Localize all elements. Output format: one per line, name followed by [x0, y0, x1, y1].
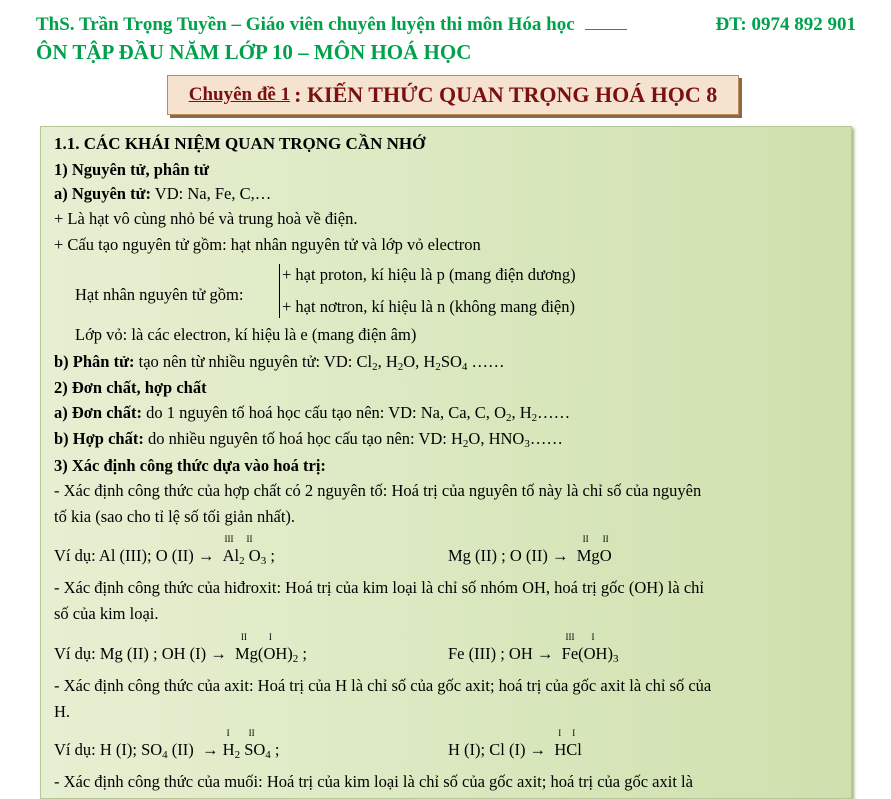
- formula-al2o3: III $Al_2$ II $O_3$: [222, 534, 267, 567]
- rule3-line1: - Xác định công thức của axit: Hoá trị của H là chỉ số của gốc axit; hoá trị của gốc axit là chỉ số của: [54, 676, 712, 695]
- heading-valence: 3) Xác định công thức dựa vào hoá trị:: [54, 456, 326, 475]
- nucleus-label: Hạt nhân nguyên tử gồm:: [75, 285, 244, 304]
- molecule-line: b) Phân tử: tạo nên từ nhiều nguyên tử: VD: $Cl_2$, $H_2O$, $H_2SO_4$ ……: [54, 352, 505, 373]
- rule1-line2: tố kia (sao cho tỉ lệ số tối giản nhất).: [54, 507, 296, 526]
- element-line: a) Đơn chất: do 1 nguyên tố hoá học cấu tạo nên: VD: Na, Ca, C, $O_2$, $H_2\dots\dots$: [54, 403, 571, 424]
- section-heading: 1.1. CÁC KHÁI NIỆM QUAN TRỌNG CẦN NHỚ: [54, 134, 426, 153]
- formula-feoh3: III Fe( I $OH)_3$: [561, 632, 619, 665]
- example1-right-text: Mg (II) ; O (II) →: [448, 546, 569, 565]
- neutron-line: + hạt nơtron, kí hiệu là n (không mang điện): [282, 297, 575, 316]
- molecule-text: tạo nên từ nhiều nguyên tử: VD:: [134, 352, 357, 371]
- formula-hcl: I H I Cl: [554, 728, 582, 759]
- example3-right-text: H (I); Cl (I) →: [448, 740, 547, 759]
- shell-line: Lớp vỏ: là các electron, kí hiệu là e (mang điện âm): [75, 325, 417, 344]
- formula-mgoh2: II Mg( I $OH)_2$: [235, 632, 299, 665]
- element-tail: ……: [537, 403, 571, 422]
- rule2-line1: - Xác định công thức của hiđroxit: Hoá trị của kim loại là chỉ số nhóm OH, hoá trị gốc (OH) là chỉ: [54, 578, 704, 597]
- topic-text: KIẾN THỨC QUAN TRỌNG HOÁ HỌC 8: [301, 82, 718, 107]
- element-label: a) Đơn chất:: [54, 403, 142, 422]
- rule1-line1: - Xác định công thức của hợp chất có 2 nguyên tố: Hoá trị của nguyên tố này là chỉ số của nguyên: [54, 481, 702, 500]
- compound-text: do nhiều nguyên tố hoá học cấu tạo nên: VD:: [143, 429, 451, 448]
- author-line: ThS. Trần Trọng Tuyền – Giáo viên chuyên luyện thi môn Hóa học: [36, 14, 575, 35]
- example3-right: [448, 728, 582, 760]
- example1-left-text: Ví dụ: Al (III); O (II) →: [54, 546, 215, 565]
- heading-atom-molecule: 1) Nguyên tử, phân tử: [54, 160, 210, 179]
- example2-right: [448, 632, 619, 665]
- compound-tail: ……: [529, 429, 563, 448]
- formula-h2so4: I $H_2$ II $SO_4$: [222, 728, 271, 761]
- example2-left-text: Ví dụ: Mg (II) ; OH (I) →: [54, 644, 227, 663]
- example3-left-text2: (II) →: [167, 740, 219, 759]
- element-text: do 1 nguyên tố hoá học cấu tạo nên: VD: Na, Ca, C,: [141, 403, 495, 422]
- example2-right-text: Fe (III) ; OH →: [448, 644, 554, 663]
- atom-neutral-line: + Là hạt vô cùng nhỏ bé và trung hoà về điện.: [54, 209, 358, 228]
- topic-label: Chuyên đề 1: [188, 84, 291, 105]
- blank-line: [585, 15, 627, 30]
- rule3-line2: H.: [54, 702, 71, 721]
- example1-left: Ví dụ: Al (III); O (II) → III $Al_2$ II $O_3$ ;: [54, 534, 275, 567]
- rule2-line2: số của kim loại.: [54, 604, 159, 623]
- molecule-label: b) Phân tử:: [54, 352, 135, 371]
- compound-label: b) Hợp chất:: [54, 429, 144, 448]
- compound-line: b) Hợp chất: do nhiều nguyên tố hoá học cấu tạo nên: VD: $H_2O$, $HNO_3\dots\dots$: [54, 429, 563, 450]
- brace-bar: [279, 264, 280, 318]
- atom-label: a) Nguyên tử:: [54, 184, 151, 203]
- heading-substances: 2) Đơn chất, hợp chất: [54, 378, 207, 397]
- atom-text: VD: Na, Fe, C,…: [150, 184, 272, 203]
- page-header: [36, 14, 856, 36]
- example3-left: Ví dụ: H (I); $SO_4$ (II) → I $H_2$ II $SO_4$ ;: [54, 728, 280, 761]
- rule4-line1: - Xác định công thức của muối: Hoá trị của kim loại là chỉ số của gốc axit; hoá trị của gốc axit là: [54, 772, 693, 791]
- proton-line: + hạt proton, kí hiệu là p (mang điện dương): [282, 265, 576, 284]
- atom-structure-line: + Cấu tạo nguyên tử gồm: hạt nhân nguyên tử và lớp vỏ electron: [54, 235, 481, 254]
- molecule-tail: ……: [467, 352, 505, 371]
- phone-number: ĐT: 0974 892 901: [715, 14, 856, 35]
- course-title: ÔN TẬP ĐẦU NĂM LỚP 10 – MÔN HOÁ HỌC: [36, 40, 472, 64]
- example3-left-text: Ví dụ: H (I); SO: [54, 740, 163, 759]
- topic-title-box: [167, 75, 739, 115]
- example1-right: [448, 534, 612, 566]
- topic-colon: :: [294, 82, 302, 107]
- formula-mgo: II Mg II O: [576, 534, 612, 565]
- example2-left: Ví dụ: Mg (II) ; OH (I) → II Mg( I $OH)_2$ ;: [54, 632, 307, 665]
- atom-line: [54, 184, 271, 204]
